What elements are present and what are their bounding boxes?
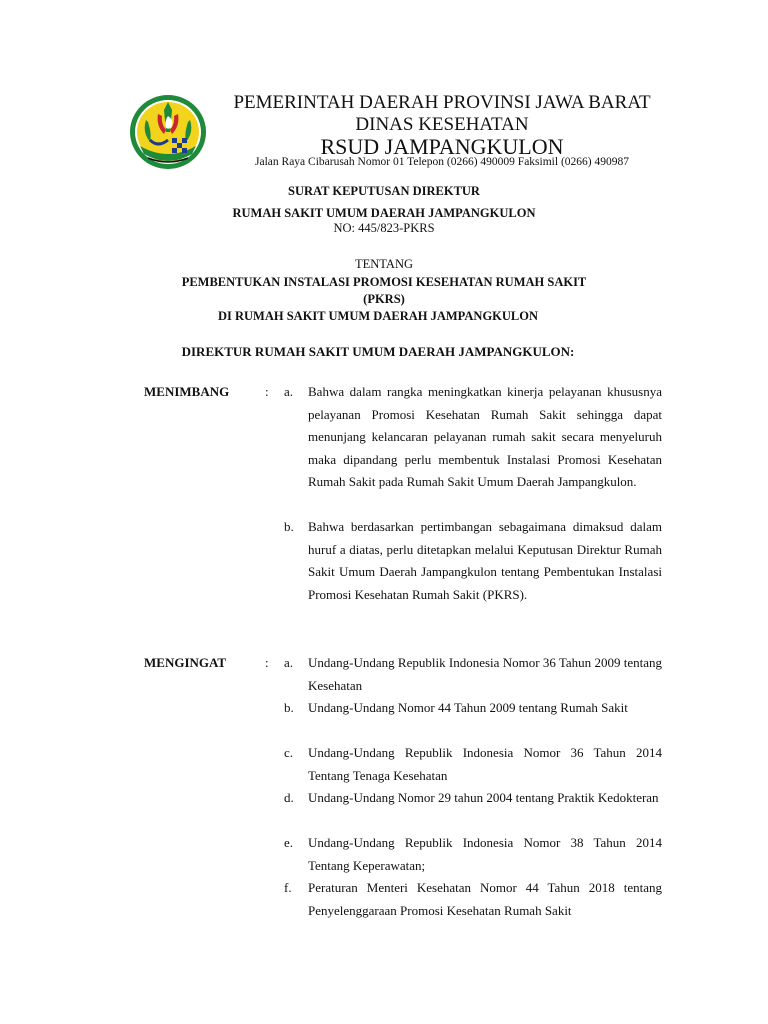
section-label: MENIMBANG — [144, 384, 230, 399]
list-item-letter: d. — [284, 790, 294, 805]
list-item-letter: a. — [284, 384, 294, 399]
list-item-letter: b. — [284, 700, 294, 715]
decree-subject-line-1: PEMBENTUKAN INSTALASI PROMOSI KESEHATAN RUMAH SAKIT — [181, 275, 587, 289]
letterhead-hospital: RSUD JAMPANGKULON — [320, 134, 564, 159]
list-item-text: Undang-Undang Republik Indonesia Nomor 36 Tahun 2014 Tentang Tenaga Kesehatan — [308, 745, 662, 783]
list-item-text: Undang-Undang Nomor 44 Tahun 2009 tentang Rumah Sakit — [308, 700, 628, 715]
list-item — [284, 742, 662, 787]
list-item — [284, 652, 662, 697]
list-item-text: Undang-Undang Republik Indonesia Nomor 36 Tahun 2009 tentang Kesehatan — [308, 655, 662, 693]
letterhead-address: Jalan Raya Cibarusah Nomor 01 Telepon (0266) 490009 Faksimil (0266) 490987 — [255, 156, 629, 168]
section-mengingat — [0, 652, 768, 932]
decree-number: NO: 445/823-PKRS — [333, 221, 435, 235]
section-menimbang — [0, 381, 768, 631]
list-item — [284, 877, 662, 922]
list-item — [284, 697, 662, 742]
list-item — [284, 516, 662, 631]
section-colon: : — [265, 655, 269, 670]
list-item-text: Bahwa berdasarkan pertimbangan sebagaimana dimaksud dalam huruf a diatas, perlu ditetapkan melalui Keputusan Direktur Rumah Sakit Umum Daerah Jampangkulon tentang Pembentukan Instalasi Promosi Kesehatan Rumah Sakit (PKRS). — [308, 519, 662, 602]
list-item — [284, 787, 662, 832]
decree-heading: SURAT KEPUTUSAN DIREKTUR — [288, 184, 480, 198]
list-item-text: Undang-Undang Nomor 29 tahun 2004 tentang Praktik Kedokteran — [308, 790, 659, 805]
list-item-text: Bahwa dalam rangka meningkatkan kinerja pelayanan khususnya pelayanan Promosi Kesehatan Rumah Sakit sehingga dapat menunjang kelancaran pelayanan rumah sakit secara menyeluruh maka dipandang perlu membentuk Instalasi Promosi Kesehatan Rumah Sakit pada Rumah Sakit Umum Daerah Jampangkulon. — [308, 384, 662, 489]
list-item-text: Undang-Undang Republik Indonesia Nomor 38 Tahun 2014 Tentang Keperawatan; — [308, 835, 662, 873]
section-colon: : — [265, 384, 269, 399]
section-label: MENGINGAT — [144, 655, 227, 670]
list-item-letter: b. — [284, 519, 294, 534]
decree-institution: RUMAH SAKIT UMUM DAERAH JAMPANGKULON — [232, 206, 536, 220]
list-item — [284, 832, 662, 877]
list-item-letter: e. — [284, 835, 294, 850]
decree-director: DIREKTUR RUMAH SAKIT UMUM DAERAH JAMPANGKULON: — [181, 344, 575, 359]
letterhead-government: PEMERINTAH DAERAH PROVINSI JAWA BARAT — [233, 92, 651, 113]
letterhead-department: DINAS KESEHATAN — [355, 114, 529, 135]
decree-subject-line-2: (PKRS) — [363, 292, 405, 306]
list-item-letter: a. — [284, 655, 294, 670]
list-item — [284, 381, 662, 516]
list-item-letter: f. — [284, 880, 292, 895]
list-item-text: Peraturan Menteri Kesehatan Nomor 44 Tahun 2018 tentang Penyelenggaraan Promosi Kesehatan Rumah Sakit — [308, 880, 662, 918]
decree-subject-line-3: DI RUMAH SAKIT UMUM DAERAH JAMPANGKULON — [217, 309, 538, 323]
list-item-letter: c. — [284, 745, 294, 760]
letterhead — [0, 84, 768, 174]
west-java-emblem-icon — [128, 92, 208, 172]
decree-about: TENTANG — [354, 257, 413, 271]
